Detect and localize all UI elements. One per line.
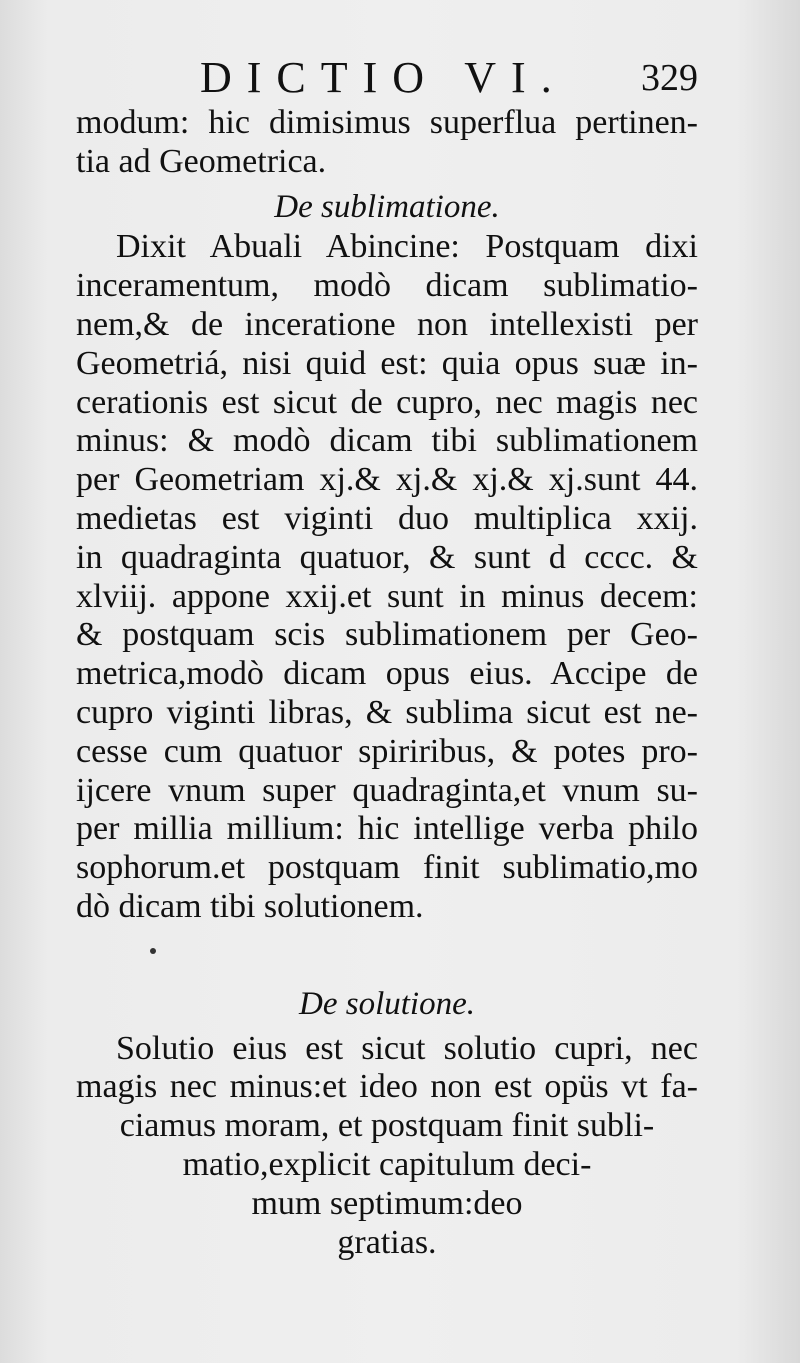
text-line: cerationis est sicut de cupro, nec magis nec xyxy=(76,383,698,421)
text-line: minus: & modò dicam tibi sublimationem xyxy=(76,422,698,460)
text-line: Solutio eius est sicut solutio cupri, nec xyxy=(116,1029,698,1067)
text-line: ciamus moram, et postquam finit subli- xyxy=(119,1107,655,1145)
section-heading-sublimation: De sublimatione. xyxy=(274,188,500,225)
text-line: & postquam scis sublimationem per Geo- xyxy=(76,616,698,654)
text-line: metrica,modò dicam opus eius. Accipe de xyxy=(76,655,698,693)
text-line: Dixit Abuali Abincine: Postquam dixi xyxy=(116,228,698,266)
page-number: 329 xyxy=(641,57,698,99)
text-line: tia ad Geometrica. xyxy=(76,142,327,180)
section-heading-solution: De solutione. xyxy=(299,985,475,1022)
text-line: inceramentum, modò dicam sublimatio- xyxy=(76,267,698,305)
running-header xyxy=(75,52,700,104)
text-line: matio,explicit capitulum deci- xyxy=(182,1145,592,1183)
text-line: sophorum.et postquam finit sublimatio,mo xyxy=(76,849,698,887)
text-line: xlviij. appone xxij.et sunt in minus decem: xyxy=(76,577,698,615)
text-line: modum: hic dimisimus superflua pertinen- xyxy=(76,104,698,141)
section-title: DICTIO VI. xyxy=(200,53,567,102)
text-line: gratias. xyxy=(337,1223,437,1261)
text-line: in quadraginta quatuor, & sunt d cccc. & xyxy=(76,538,698,576)
text-line: mum septimum:deo xyxy=(251,1184,523,1222)
text-line: cesse cum quatuor spiriribus, & potes pro- xyxy=(76,732,698,770)
ink-dot xyxy=(150,948,156,954)
text-line: magis nec minus:et ideo non est opüs vt fa- xyxy=(76,1068,698,1106)
page-body xyxy=(76,104,698,1262)
text-line: ijcere vnum super quadraginta,et vnum su- xyxy=(76,771,698,809)
text-line: per Geometriam xj.& xj.& xj.& xj.sunt 44. xyxy=(76,461,698,499)
text-line: medietas est viginti duo multiplica xxij. xyxy=(76,499,698,537)
text-line: nem,& de inceratione non intellexisti per xyxy=(76,305,698,343)
text-line: Geometriá, nisi quid est: quia opus suæ in- xyxy=(76,344,698,382)
text-line: per millia millium: hic intellige verba philo xyxy=(76,810,698,848)
text-line: dò dicam tibi solutionem. xyxy=(76,887,424,925)
text-line: cupro viginti libras, & sublima sicut est ne- xyxy=(76,693,698,731)
